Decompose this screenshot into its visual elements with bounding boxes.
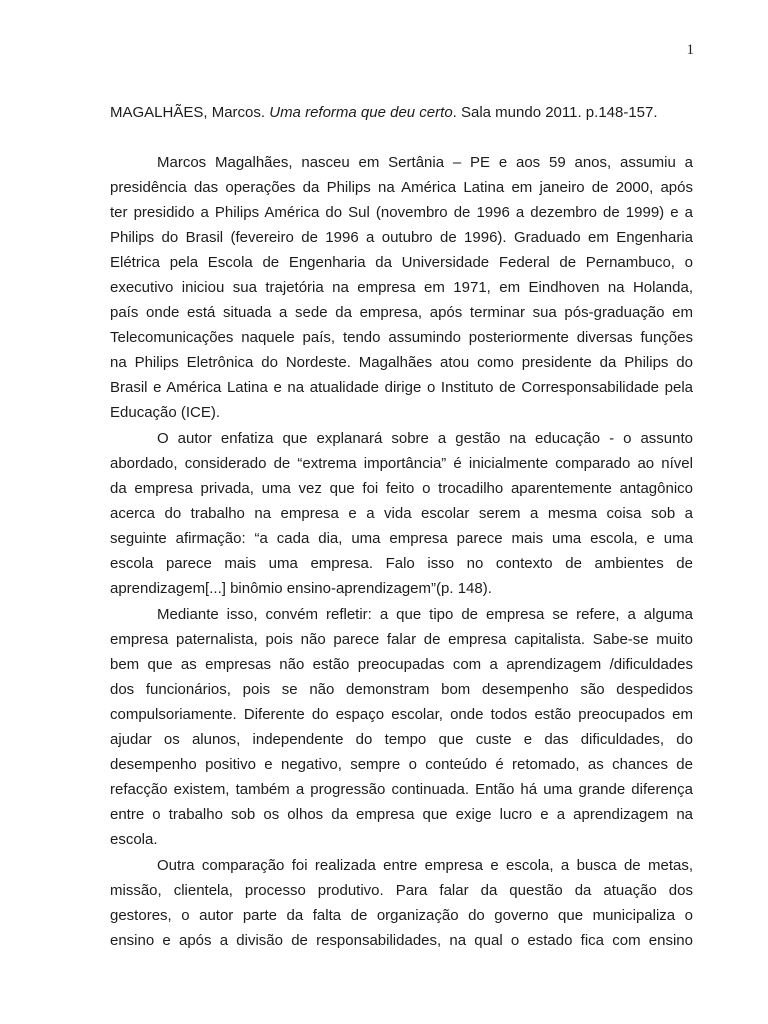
citation-title: Uma reforma que deu certo [269, 104, 453, 121]
text-line: Elétrica pela Escola de Engenharia da Universidade Federal de Pernambuco, o [110, 254, 693, 271]
text-line: da empresa privada, uma vez que foi feito o trocadilho aparentemente antagônico [110, 480, 693, 497]
text-line: seguinte afirmação: “a cada dia, uma empresa parece mais uma escola, e uma [110, 530, 693, 547]
text-line: Brasil e América Latina e na atualidade dirige o Instituto de Corresponsabilidade pela [110, 379, 693, 396]
text-line: na Philips Eletrônica do Nordeste. Magalhães atou como presidente da Philips do [110, 354, 693, 371]
text-line: Marcos Magalhães, nasceu em Sertânia – PE e aos 59 anos, assumiu a [157, 154, 693, 171]
text-line: missão, clientela, processo produtivo. Para falar da questão da atuação dos [110, 882, 693, 899]
citation-author: MAGALHÃES, Marcos. [110, 104, 266, 121]
paragraph [110, 602, 693, 852]
text-line: refacção existem, também a progressão continuada. Então há uma grande diferença [110, 781, 693, 798]
text-line: país onde está situada a sede da empresa, após terminar sua pós-graduação em [110, 304, 693, 321]
text-line: presidência das operações da Philips na América Latina em janeiro de 2000, após [110, 179, 693, 196]
paragraph [110, 426, 693, 601]
text-line: entre o trabalho sob os olhos da empresa que exige lucro e a aprendizagem na [110, 806, 693, 823]
text-line: Philips do Brasil (fevereiro de 1996 a outubro de 1996). Graduado em Engenharia [110, 229, 693, 246]
text-line: O autor enfatiza que explanará sobre a gestão na educação - o assunto [157, 430, 693, 447]
text-line: Mediante isso, convém refletir: a que tipo de empresa se refere, a alguma [157, 606, 693, 623]
text-line: empresa paternalista, pois não parece falar de empresa capitalista. Sabe-se muito [110, 631, 693, 648]
text-line: escola. [110, 831, 158, 848]
text-line: bem que as empresas não estão preocupadas com a aprendizagem /dificuldades [110, 656, 693, 673]
text-line: Educação (ICE). [110, 404, 221, 421]
document-body [110, 100, 693, 953]
paragraph [110, 853, 693, 953]
text-line: acerca do trabalho na empresa e a vida escolar serem a mesma coisa sob a [110, 505, 693, 522]
citation-publication: . Sala mundo 2011. p.148-157. [452, 104, 658, 121]
text-line: dos funcionários, pois se não demonstram bom desempenho são despedidos [110, 681, 693, 698]
text-line: ajudar os alunos, independente do tempo que custe e das dificuldades, do [110, 731, 693, 748]
paragraph [110, 150, 693, 425]
text-line: escola parece mais uma empresa. Falo isso no contexto de ambientes de [110, 555, 693, 572]
text-line: aprendizagem[...] binômio ensino-aprendizagem”(p. 148). [110, 580, 492, 597]
text-line: ter presidido a Philips América do Sul (novembro de 1996 a dezembro de 1999) e a [110, 204, 693, 221]
text-line: ensino e após a divisão de responsabilidades, na qual o estado fica com ensino [110, 932, 693, 949]
page-number: 1 [686, 42, 694, 58]
text-line: desempenho positivo e negativo, sempre o conteúdo é retomado, as chances de [110, 756, 693, 773]
text-line: executivo iniciou sua trajetória na empresa em 1971, em Eindhoven na Holanda, [110, 279, 693, 296]
text-line: Outra comparação foi realizada entre empresa e escola, a busca de metas, [157, 857, 693, 874]
text-line: compulsoriamente. Diferente do espaço escolar, onde todos estão preocupados em [110, 706, 693, 723]
text-line: Telecomunicações naquele país, tendo assumindo posteriormente diversas funções [110, 329, 693, 346]
reference-citation [110, 100, 693, 125]
text-line: gestores, o autor parte da falta de organização do governo que municipaliza o [110, 907, 693, 924]
text-line: abordado, considerado de “extrema importância” é inicialmente comparado ao nível [110, 455, 693, 472]
